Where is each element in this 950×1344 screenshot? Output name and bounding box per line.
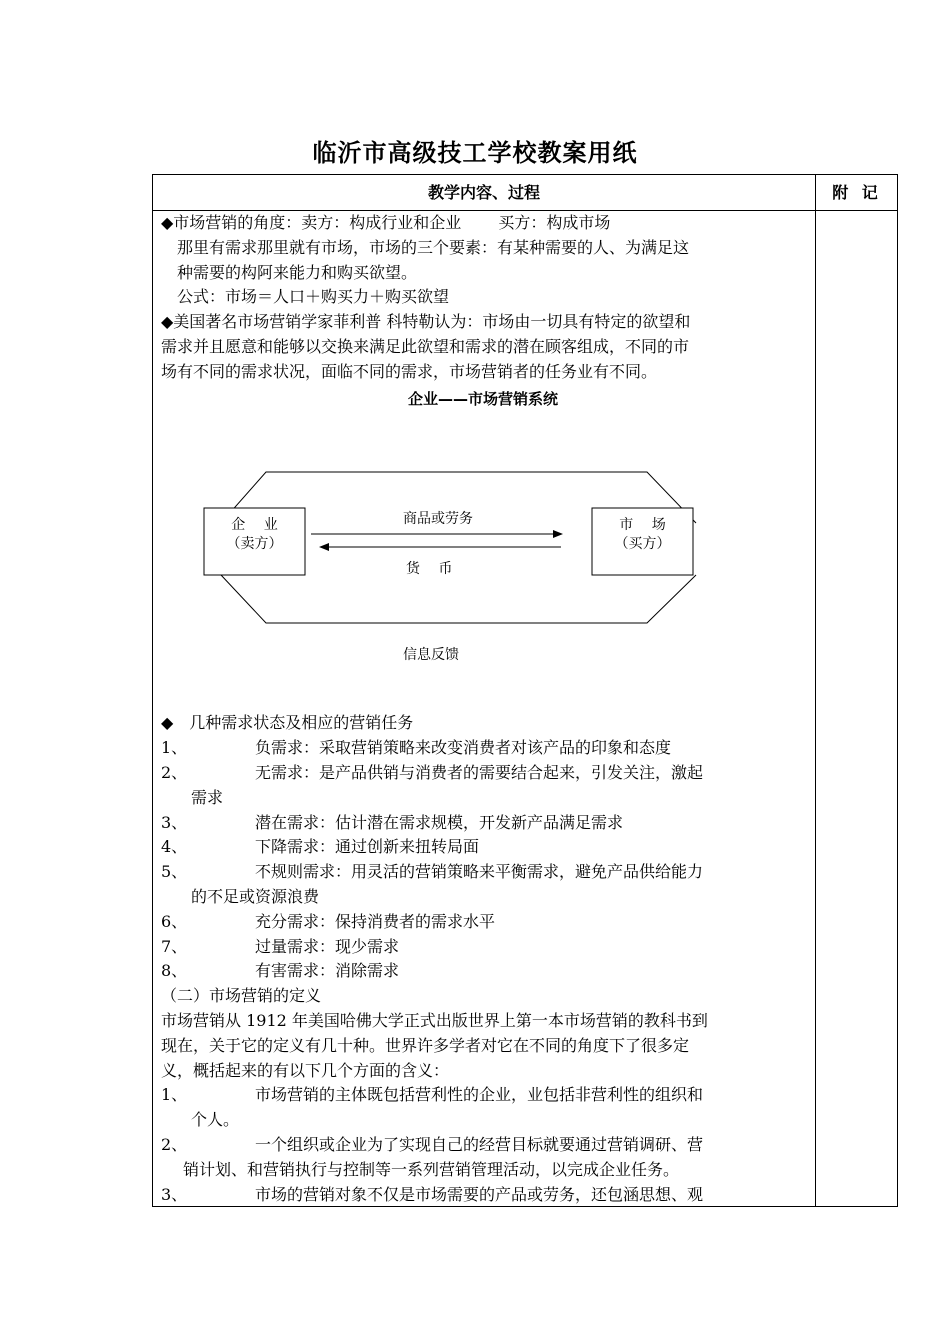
list-item bbox=[161, 910, 805, 935]
list-item bbox=[161, 835, 805, 860]
intro-line: 那里有需求那里就有市场，市场的三个要素：有某种需要的人、为满足这 bbox=[177, 237, 690, 257]
seller-sublabel: （卖方） bbox=[226, 536, 283, 553]
item-text: 过量需求：现少需求 bbox=[255, 936, 400, 956]
item-text: 负需求：采取营销策略来改变消费者对该产品的印象和态度 bbox=[255, 738, 672, 758]
seller-box-label bbox=[204, 516, 305, 554]
definition-paragraph: 现在，关于它的定义有几十种。世界许多学者对它在不同的角度下了很多定 bbox=[161, 1035, 690, 1055]
item-text: 充分需求：保持消费者的需求水平 bbox=[255, 911, 496, 931]
section-heading: （二）市场营销的定义 bbox=[161, 986, 322, 1006]
item-number: 5、 bbox=[161, 862, 188, 882]
item-number: 3、 bbox=[161, 812, 188, 832]
item-text-cont: 销计划、和营销执行与控制等一系列营销管理活动，以完成企业任务。 bbox=[183, 1159, 680, 1179]
item-number: 4、 bbox=[161, 837, 188, 857]
feedback-label: 信息反馈 bbox=[403, 647, 459, 664]
item-number: 3、 bbox=[161, 1184, 188, 1204]
buyer-sublabel: （买方） bbox=[614, 536, 671, 553]
list-item bbox=[161, 1133, 805, 1183]
definition-list bbox=[161, 1083, 805, 1207]
goods-label: 商品或劳务 bbox=[403, 511, 473, 528]
item-text: 潜在需求：估计潜在需求规模，开发新产品满足需求 bbox=[255, 812, 624, 832]
item-number: 1、 bbox=[161, 1085, 188, 1105]
buyer-label: 市 场 bbox=[619, 517, 666, 534]
list-item bbox=[161, 1083, 805, 1133]
list-item bbox=[161, 1183, 805, 1208]
demand-list bbox=[161, 736, 805, 984]
item-text-cont: 个人。 bbox=[191, 1110, 240, 1130]
item-text: 一个组织或企业为了实现自己的经营目标就要通过营销调研、营 bbox=[255, 1134, 704, 1154]
item-text-cont: 需求 bbox=[191, 787, 224, 807]
item-number: 8、 bbox=[161, 961, 188, 981]
intro-line: 场有不同的需求状况，面临不同的需求，市场营销者的任务业有不同。 bbox=[161, 361, 658, 381]
diagram-title: 企业——市场营销系统 bbox=[407, 389, 558, 408]
diagram-lines bbox=[161, 411, 805, 711]
money-arrowhead bbox=[319, 543, 329, 551]
lesson-table bbox=[152, 174, 898, 1207]
item-text: 市场营销的主体既包括营利性的企业，业包括非营利性的组织和 bbox=[255, 1085, 704, 1105]
list-item bbox=[161, 761, 805, 811]
intro-line: ◆美国著名市场营销学家菲利普 科特勒认为：市场由一切具有特定的欲望和 bbox=[161, 312, 691, 332]
goods-arrowhead bbox=[553, 530, 563, 538]
feedback-loop-bottom bbox=[221, 575, 696, 623]
header-notes: 附 记 bbox=[832, 183, 882, 202]
lesson-content bbox=[161, 211, 805, 1207]
header-content-process: 教学内容、过程 bbox=[427, 183, 540, 202]
page-title: 临沂市高级技工学校教案用纸 bbox=[312, 139, 638, 167]
definition-paragraph: 义，概括起来的有以下几个方面的含义： bbox=[161, 1060, 450, 1080]
item-text: 市场的营销对象不仅是市场需要的产品或劳务，还包涵思想、观 bbox=[255, 1184, 704, 1204]
item-text: 不规则需求：用灵活的营销策略来平衡需求，避免产品供给能力 bbox=[255, 862, 704, 882]
item-number: 1、 bbox=[161, 738, 188, 758]
money-label: 货 币 bbox=[406, 561, 453, 578]
item-number: 2、 bbox=[161, 1134, 188, 1154]
list-item bbox=[161, 959, 805, 984]
marketing-system-diagram bbox=[161, 411, 805, 711]
list-item bbox=[161, 811, 805, 836]
item-text: 无需求：是产品供销与消费者的需要结合起来，引发关注，激起 bbox=[255, 762, 704, 782]
intro-line: 需求并且愿意和能够以交换来满足此欲望和需求的潜在顾客组成，不同的市 bbox=[161, 336, 690, 356]
item-number: 2、 bbox=[161, 762, 188, 782]
list-item bbox=[161, 736, 805, 761]
definition-paragraph: 市场营销从 1912 年美国哈佛大学正式出版世界上第一本市场营销的教科书到 bbox=[161, 1010, 708, 1030]
list-item bbox=[161, 860, 805, 910]
item-text-cont: 的不足或资源浪费 bbox=[191, 886, 320, 906]
intro-line: ◆市场营销的角度：卖方：构成行业和企业 买方：构成市场 bbox=[161, 213, 611, 232]
buyer-box-label bbox=[592, 516, 693, 554]
section-heading: ◆ 几种需求状态及相应的营销任务 bbox=[161, 713, 414, 733]
item-text: 下降需求：通过创新来扭转局面 bbox=[255, 837, 480, 857]
seller-label: 企 业 bbox=[231, 517, 278, 534]
item-text: 有害需求：消除需求 bbox=[255, 961, 400, 981]
column-divider bbox=[815, 175, 816, 1206]
list-item bbox=[161, 935, 805, 960]
item-number: 6、 bbox=[161, 911, 188, 931]
intro-line: 种需要的构阿来能力和购买欲望。 bbox=[177, 262, 418, 282]
formula-line: 公式：市场＝人口＋购买力＋购买欲望 bbox=[177, 287, 450, 307]
item-number: 7、 bbox=[161, 936, 188, 956]
